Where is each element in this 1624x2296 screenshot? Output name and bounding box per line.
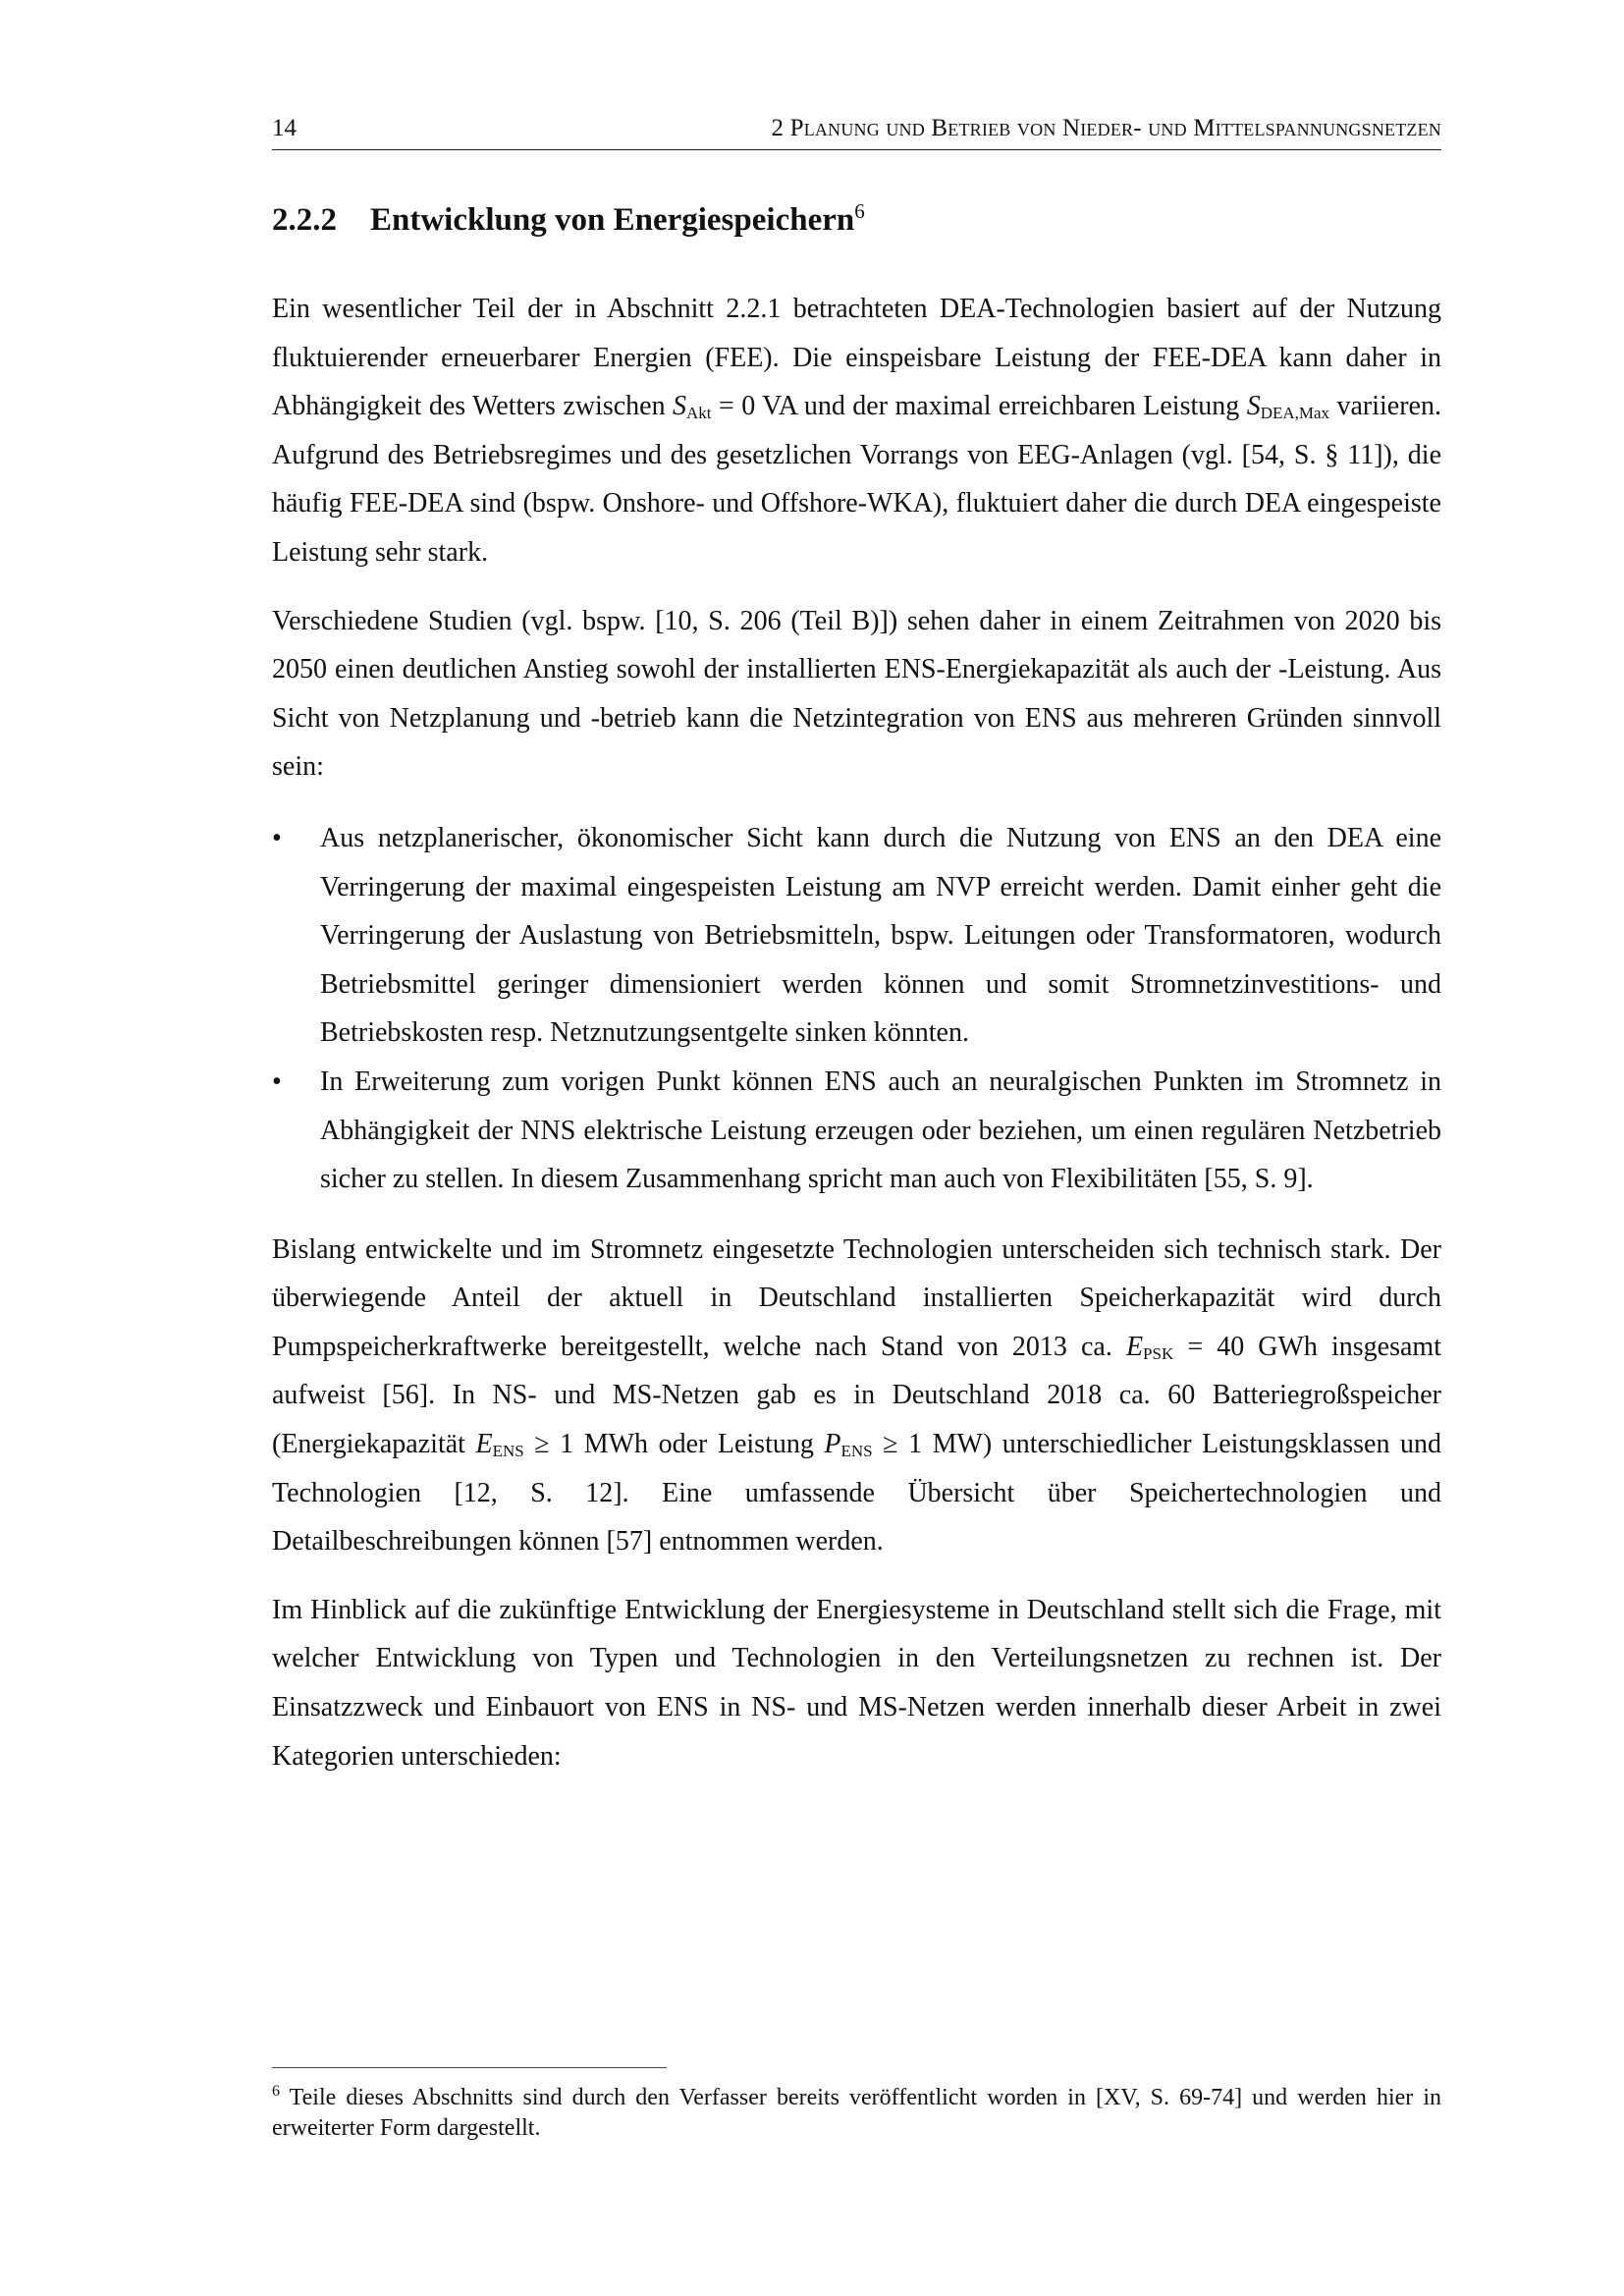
text-run: = 0 VA und der maximal erreichbaren Leistung: [711, 391, 1247, 422]
chapter-title: 2 Planung und Betrieb von Nieder- und Mittelspannungsnetzen: [771, 115, 1441, 141]
text-run: Ein wesentlicher Teil der in Abschnitt 2.2.1 betrachteten DEA-Technologien basiert auf der Nutzung fluktuierender erneuerbarer Energien (FEE). Die einspeisbare Leistung der FEE-DEA kann daher in Abhängigkeit des Wetters zwischen: [272, 294, 1441, 422]
bullet-icon: •: [272, 822, 282, 853]
bullet-icon: •: [272, 1066, 282, 1097]
footnote-reference[interactable]: 6: [854, 199, 865, 223]
body-text: [272, 285, 1441, 1800]
paragraph-studien: Verschiedene Studien (vgl. bspw. [10, S. 206 (Teil B)]) sehen daher in einem Zeitrahmen von 2020 bis 2050 einen deutlichen Anstieg sowohl der installierten ENS-Energiekapazität als auch der -Leistung. Aus Sicht von Netzplanung und -betrieb kann die Netzintegration von ENS aus mehreren Gründen sinnvoll sein:: [272, 605, 1441, 783]
symbol-e-ens: $E_{ENS}$: [475, 1429, 524, 1461]
footnote-mark: 6: [272, 2083, 280, 2100]
list-item: [272, 1058, 1441, 1204]
symbol-s-dea-max: $S_{DEA,Max}$: [1246, 391, 1330, 423]
paragraph-technologien: [272, 1226, 1441, 1566]
page-number: 14: [272, 115, 297, 141]
list-item-text: In Erweiterung zum vorigen Punkt können ENS auch an neuralgischen Punkten im Stromnetz in Abhängigkeit der NNS elektrische Leistung erzeugen oder beziehen, um einen regulären Netzbetrieb sicher zu stellen. In diesem Zusammenhang spricht man auch von Flexibilitäten [55, S. 9].: [320, 1066, 1441, 1195]
section-title: Entwicklung von Energiespeichern: [370, 202, 855, 238]
list-item: [272, 814, 1441, 1058]
section-heading: [272, 200, 865, 240]
paragraph-fee-dea: [272, 285, 1441, 577]
running-header: [272, 114, 1441, 150]
footnote-text: Teile dieses Abschnitts sind durch den Verfasser bereits veröffentlicht worden in [XV, S. 69-74] und werden hier in erweiterter Form dargestellt.: [272, 2085, 1441, 2141]
text-run: ≥ 1 MW) unterschiedlicher Leistungsklassen und Technologien [12, S. 12]. Eine umfassende Übersicht über Speichertechnologien und Detailbeschreibungen können [57] entnommen werden.: [272, 1429, 1441, 1558]
footnote: [272, 2083, 1441, 2144]
text-run: ≥ 1 MWh oder Leistung: [523, 1429, 825, 1460]
document-page: [272, 0, 1441, 2296]
paragraph-hinblick: Im Hinblick auf die zukünftige Entwicklung der Energiesysteme in Deutschland stellt sich die Frage, mit welcher Entwicklung von Typen und Technologien in den Verteilungsnetzen zu rechnen ist. Der Einsatzzweck und Einbauort von ENS in NS- und MS-Netzen werden innerhalb dieser Arbeit in zwei Kategorien unterschieden:: [272, 1594, 1441, 1772]
section-number: 2.2.2: [272, 202, 337, 238]
symbol-s-akt: $S_{Akt}$: [673, 391, 712, 423]
symbol-p-ens: $P_{ENS}$: [824, 1429, 873, 1461]
text-run: variieren. Aufgrund des Betriebsregimes und des gesetzlichen Vorrangs von EEG-Anlagen (vgl. [54, S. § 11]), die häufig FEE-DEA sind (bspw. Onshore- und Offshore-WKA), fluktuiert daher die durch DEA eingespeiste Leistung sehr stark.: [272, 391, 1441, 568]
text-run: Bislang entwickelte und im Stromnetz eingesetzte Technologien unterscheiden sich technisch stark. Der überwiegende Anteil der aktuell in Deutschland installierten Speicherkapazität wird durch Pumpspeicherkraftwerke bereitgestellt, welche nach Stand von 2013 ca.: [272, 1233, 1441, 1362]
text-run: = 40 GWh insgesamt aufweist [56]. In NS- und MS-Netzen gab es in Deutschland 2018 ca. 60 Batteriegroßspeicher (Energiekapazität: [272, 1331, 1441, 1460]
list-item-text: Aus netzplanerischer, ökonomischer Sicht kann durch die Nutzung von ENS an den DEA eine Verringerung der maximal eingespeisten Leistung am NVP erreicht werden. Damit einher geht die Verringerung der Auslastung von Betriebsmitteln, bspw. Leitungen oder Transformatoren, wodurch Betriebsmittel geringer dimensioniert werden können und somit Stromnetzinvestitions- und Betriebskosten resp. Netznutzungsentgelte sinken könnten.: [320, 822, 1441, 1049]
footnote-divider: [272, 2067, 667, 2068]
bullet-list: [272, 814, 1441, 1204]
symbol-e-psk: $E_{PSK}$: [1125, 1331, 1174, 1363]
